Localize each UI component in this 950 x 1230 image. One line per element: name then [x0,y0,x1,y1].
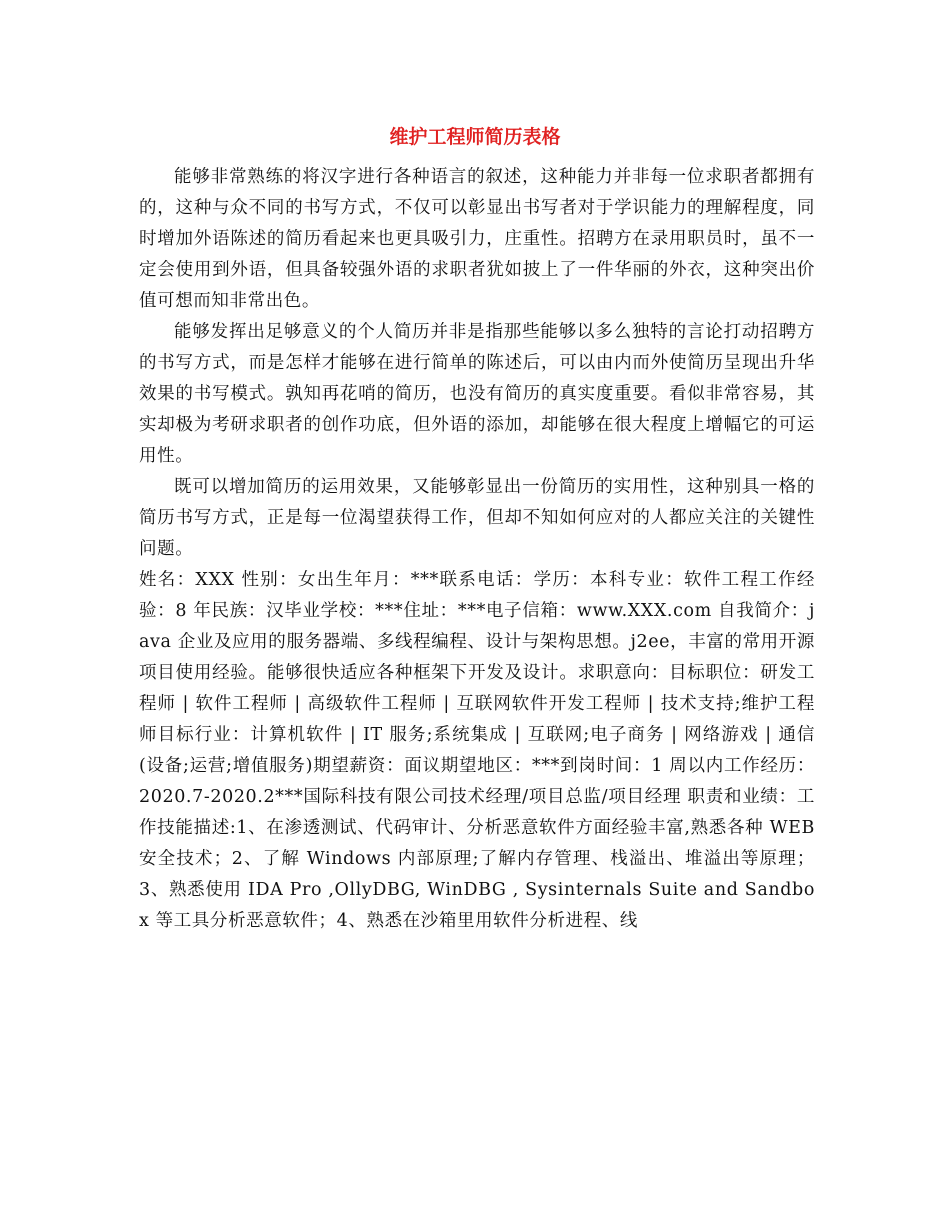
body-paragraph-3: 既可以增加简历的运用效果，又能够彰显出一份简历的实用性，这种别具一格的简历书写方式，正是每一位渴望获得工作，但却不知如何应对的人都应关注的关键性问题。 [139,477,815,559]
document-body [139,162,815,937]
document-title: 维护工程师简历表格 [389,126,561,148]
body-paragraph-1: 能够非常熟练的将汉字进行各种语言的叙述，这种能力并非每一位求职者都拥有的，这种与众不同的书写方式，不仅可以彰显出书写者对于学识能力的理解程度，同时增加外语陈述的简历看起来也更具吸引力，庄重性。招聘方在录用职员时，虽不一定会使用到外语，但具备较强外语的求职者犹如披上了一件华丽的外衣，这种突出价值可想而知非常出色。 [139,167,815,311]
body-paragraph-2: 能够发挥出足够意义的个人简历并非是指那些能够以多么独特的言论打动招聘方的书写方式，而是怎样才能够在进行简单的陈述后，可以由内而外使简历呈现出升华效果的书写模式。孰知再花哨的简历，也没有简历的真实度重要。看似非常容易，其实却极为考研求职者的创作功底，但外语的添加，却能够在很大程度上增幅它的可运用性。 [139,322,815,466]
resume-info-block: 姓名：XXX 性别：女出生年月：***联系电话：学历：本科专业：软件工程工作经验：8 年民族：汉毕业学校：***住址：***电子信箱：www.XXX.com 自我简介：java 企业及应用的服务器端、多线程编程、设计与架构思想。j2ee，丰富的常用开源项目使用经验。能够很快适应各种框架下开发及设计。求职意向：目标职位：研发工程师 | 软件工程师 | 高级软件工程师 | 互联网软件开发工程师 | 技术支持;维护工程师目标行业：计算机软件 | IT 服务;系统集成 | 互联网;电子商务 | 网络游戏 | 通信(设备;运营;增值服务)期望薪资：面议期望地区：***到岗时间：1 周以内工作经历：2020.7-2020.2***国际科技有限公司技术经理/项目总监/项目经理 职责和业绩：工作技能描述:1、在渗透测试、代码审计、分析恶意软件方面经验丰富,熟悉各种 WEB 安全技术；2、了解 Windows 内部原理;了解内存管理、栈溢出、堆溢出等原理；3、熟悉使用 IDA Pro ,OllyDBG, WinDBG , Sysinternals Suite and Sandbox 等工具分析恶意软件；4、熟悉在沙箱里用软件分析进程、线 [139,570,815,931]
